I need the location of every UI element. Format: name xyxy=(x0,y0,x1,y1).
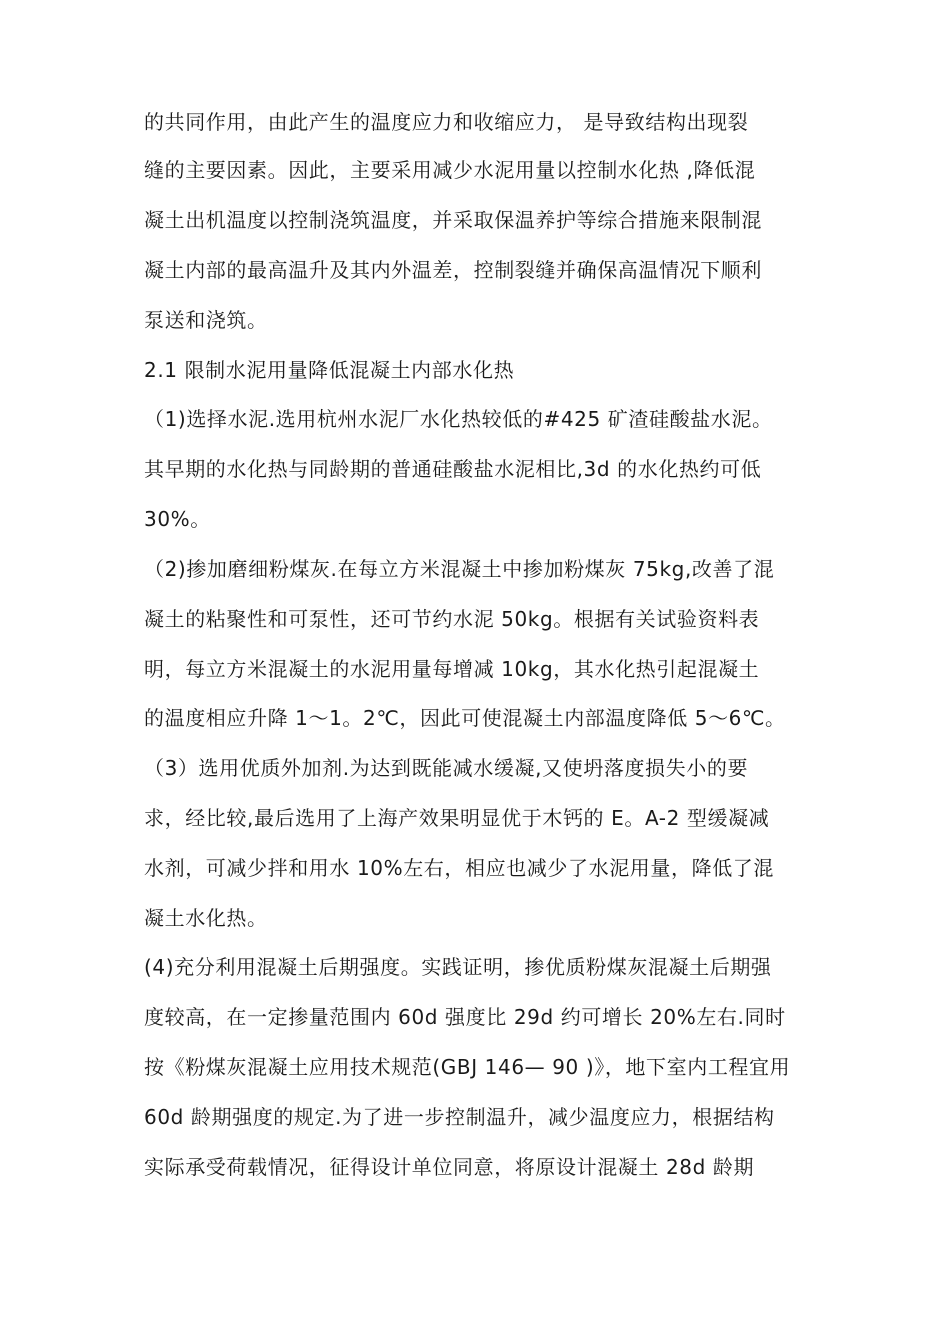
text-line: 水剂，可减少拌和用水 10%左右，相应也减少了水泥用量，降低了混 xyxy=(144,856,775,880)
text-line: 的共同作用，由此产生的温度应力和收缩应力， 是导致结构出现裂 xyxy=(144,110,749,134)
text-line: 60d 龄期强度的规定.为了进一步控制温升，减少温度应力，根据结构 xyxy=(144,1105,775,1129)
text-line: 30%。 xyxy=(144,507,211,531)
text-line: 凝土出机温度以控制浇筑温度，并采取保温养护等综合措施来限制混 xyxy=(144,208,762,232)
section-heading: 2.1 限制水泥用量降低混凝土内部水化热 xyxy=(144,358,515,382)
text-line: (4)充分利用混凝土后期强度。实践证明，掺优质粉煤灰混凝土后期强 xyxy=(144,955,772,979)
text-line: 泵送和浇筑。 xyxy=(144,308,268,332)
text-line: 明，每立方米混凝土的水泥用量每增减 10kg，其水化热引起混凝土 xyxy=(144,657,760,681)
text-line: 凝土内部的最高温升及其内外温差，控制裂缝并确保高温情况下顺利 xyxy=(144,258,762,282)
text-line: 按《粉煤灰混凝土应用技术规范(GBJ 146— 90 )》，地下室内工程宜用 xyxy=(144,1055,791,1079)
text-line: （2)掺加磨细粉煤灰.在每立方米混凝土中掺加粉煤灰 75kg,改善了混 xyxy=(144,557,775,581)
text-line: 其早期的水化热与同龄期的普通硅酸盐水泥相比,3d 的水化热约可低 xyxy=(144,457,762,481)
text-line: 凝土水化热。 xyxy=(144,906,268,930)
text-line: （1)选择水泥.选用杭州水泥厂水化热较低的#425 矿渣硅酸盐水泥。 xyxy=(144,407,773,431)
text-line: 缝的主要因素。因此，主要采用减少水泥用量以控制水化热 ,降低混 xyxy=(144,158,756,182)
text-line: 度较高，在一定掺量范围内 60d 强度比 29d 约可增长 20%左右.同时 xyxy=(144,1005,786,1029)
text-line: 求，经比较,最后选用了上海产效果明显优于木钙的 E。A-2 型缓凝减 xyxy=(144,806,770,830)
text-line: 的温度相应升降 1～1。2℃，因此可使混凝土内部温度降低 5～6℃。 xyxy=(144,706,786,730)
text-line: （3）选用优质外加剂.为达到既能减水缓凝,又使坍落度损失小的要 xyxy=(144,756,749,780)
text-line: 实际承受荷载情况，征得设计单位同意，将原设计混凝土 28d 龄期 xyxy=(144,1155,755,1179)
text-line: 凝土的粘聚性和可泵性，还可节约水泥 50kg。根据有关试验资料表 xyxy=(144,607,760,631)
